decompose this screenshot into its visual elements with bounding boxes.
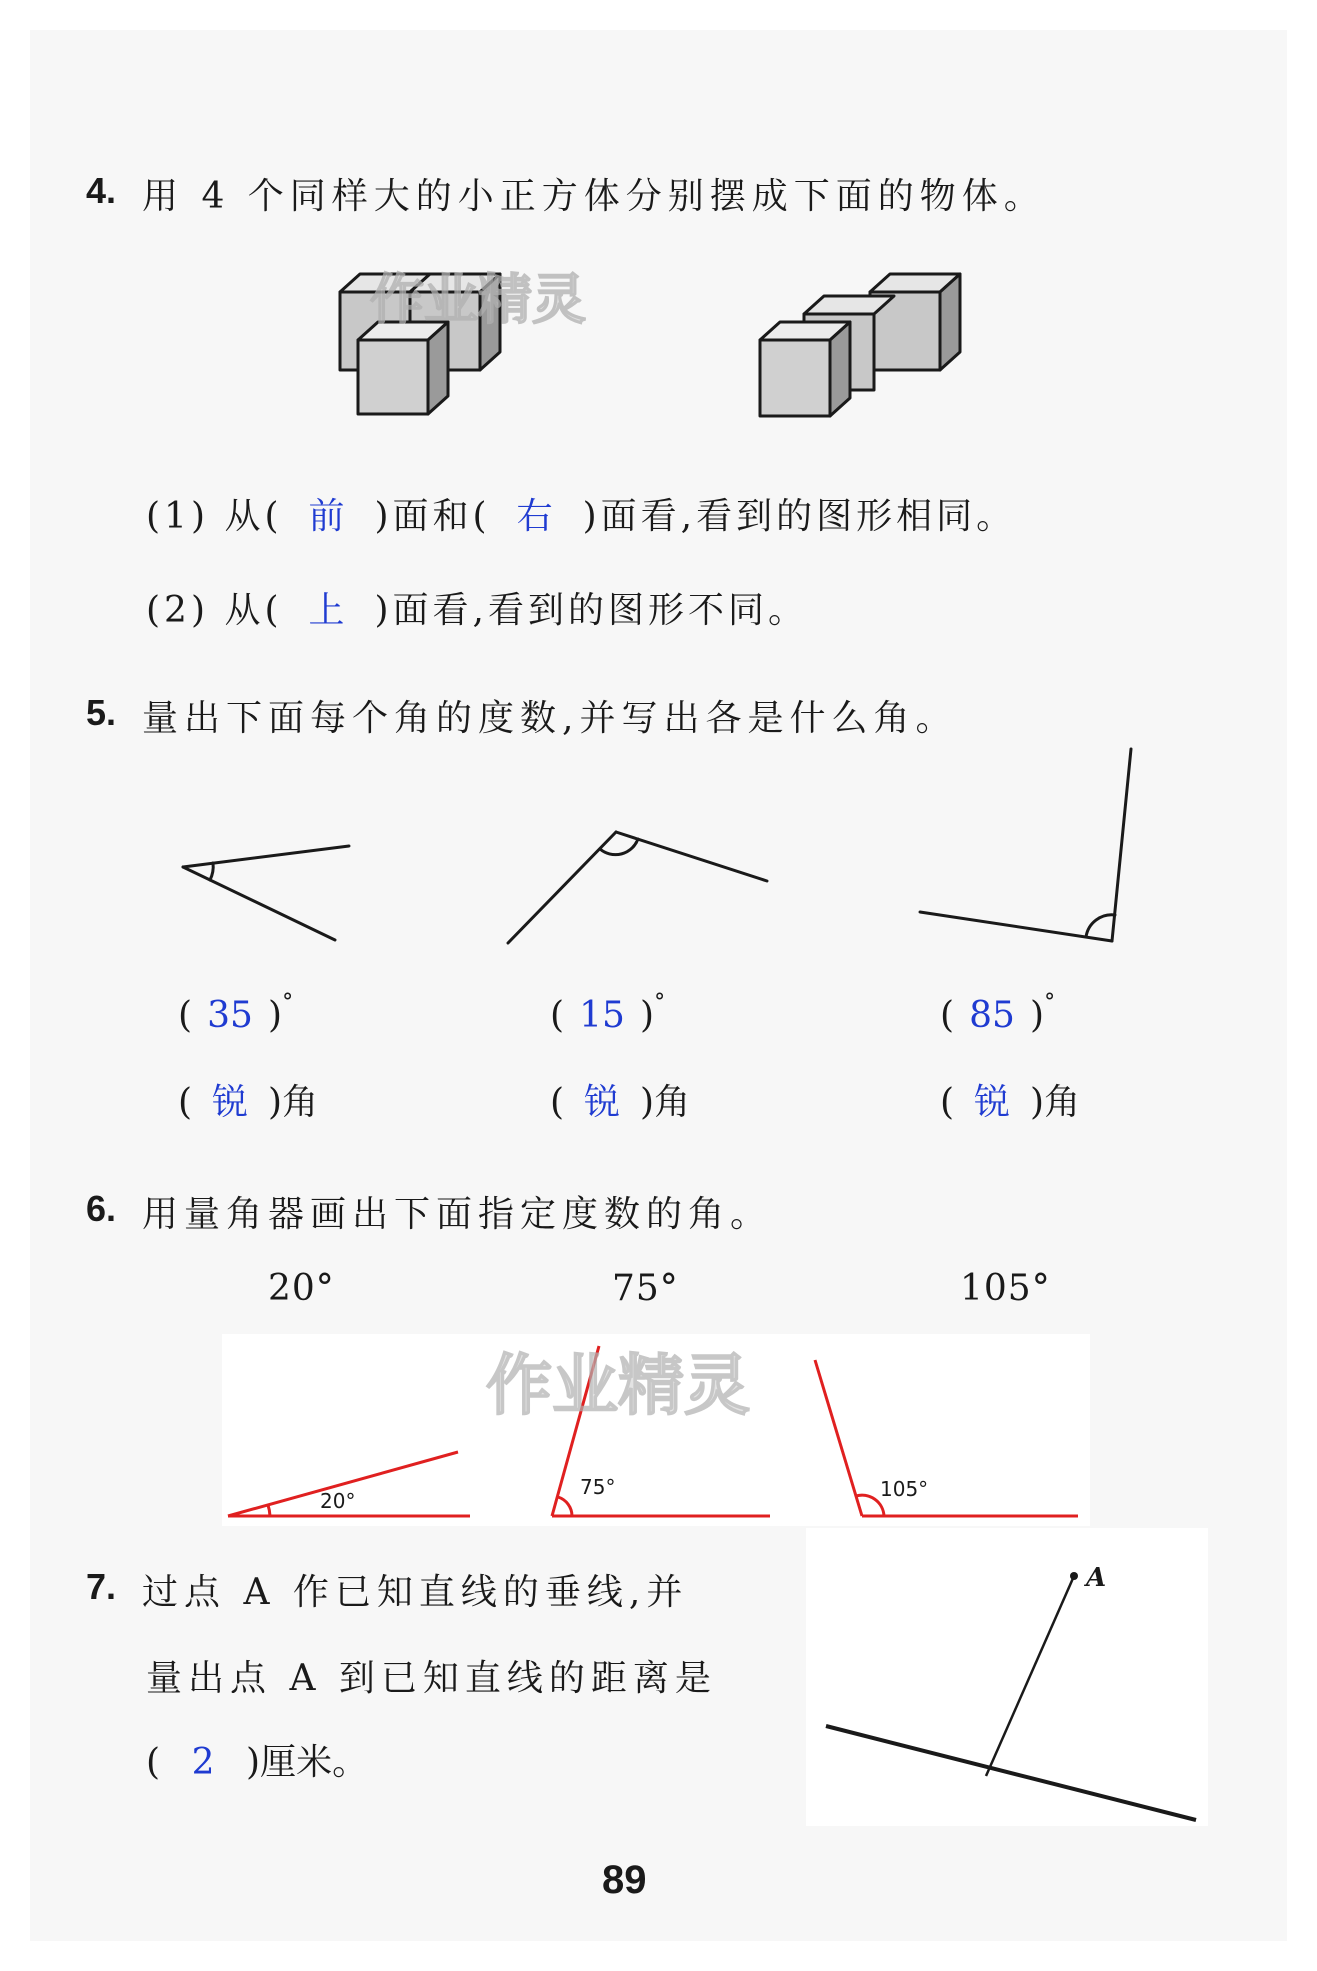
- close-paren: ): [1030, 995, 1045, 1036]
- open-paren: (: [940, 1082, 955, 1123]
- angle-1-type-answer[interactable]: 锐: [212, 1082, 249, 1123]
- q5-number: 5.: [86, 692, 117, 733]
- angle-3-degree-answer[interactable]: 85: [969, 995, 1015, 1036]
- q6-heading-75: 75°: [612, 1268, 679, 1309]
- angle-word: 角: [282, 1082, 319, 1123]
- q6-number: 6.: [86, 1188, 117, 1229]
- q4-part1-mid: )面和(: [374, 496, 491, 537]
- angle-2-type-answer[interactable]: 锐: [584, 1082, 621, 1123]
- angle-2-degree-answer[interactable]: 15: [579, 995, 625, 1036]
- q6-heading-105: 105°: [960, 1268, 1051, 1309]
- point-a-label: A: [1086, 1563, 1107, 1593]
- q7-answer-end: )厘米。: [246, 1742, 369, 1783]
- q4-text: 用 4 个同样大的小正方体分别摆成下面的物体。: [142, 176, 1046, 217]
- q6-heading-20: 20°: [268, 1268, 335, 1309]
- close-paren: ): [268, 1082, 283, 1123]
- q4-part2-end: )面看,看到的图形不同。: [374, 590, 808, 631]
- open-paren: (: [550, 995, 565, 1036]
- q6-text: 用量角器画出下面指定度数的角。: [142, 1194, 773, 1235]
- q4-number: 4.: [86, 170, 117, 211]
- open-paren: (: [178, 995, 193, 1036]
- q7-line2: 量出点 A 到已知直线的距离是: [146, 1658, 717, 1699]
- open-paren: (: [146, 1742, 161, 1783]
- degree-sign: °: [282, 990, 294, 1015]
- q4-part2-label: (2) 从(: [146, 590, 283, 631]
- q6-label-105: 105°: [880, 1477, 929, 1501]
- open-paren: (: [178, 1082, 193, 1123]
- q4-part1-answer-1[interactable]: 前: [308, 496, 349, 537]
- q4-part1-end: )面看,看到的图形相同。: [582, 496, 1017, 537]
- q6-label-20: 20°: [320, 1489, 356, 1513]
- close-paren: ): [640, 1082, 655, 1123]
- angle-1-degree-answer[interactable]: 35: [207, 995, 253, 1036]
- degree-sign: °: [654, 990, 666, 1015]
- open-paren: (: [940, 995, 955, 1036]
- q4-part1-label: (1) 从(: [146, 496, 283, 537]
- q5-text: 量出下面每个角的度数,并写出各是什么角。: [142, 698, 958, 739]
- page-number: 89: [602, 1858, 647, 1902]
- q7-line1: 过点 A 作已知直线的垂线,并: [142, 1572, 689, 1613]
- watermark-text-top: 作业精灵: [370, 268, 586, 331]
- angle-word: 角: [654, 1082, 691, 1123]
- q4-part1-answer-2[interactable]: 右: [516, 496, 557, 537]
- q4-part2-answer[interactable]: 上: [308, 590, 349, 631]
- angle-3-type-answer[interactable]: 锐: [974, 1082, 1011, 1123]
- open-paren: (: [550, 1082, 565, 1123]
- angle-word: 角: [1044, 1082, 1081, 1123]
- close-paren: ): [268, 995, 283, 1036]
- watermark-text-middle: 作业精灵: [486, 1347, 750, 1424]
- close-paren: ): [1030, 1082, 1045, 1123]
- q7-distance-answer[interactable]: 2: [191, 1742, 215, 1783]
- degree-sign: °: [1044, 990, 1056, 1015]
- q6-label-75: 75°: [580, 1475, 616, 1499]
- q7-number: 7.: [86, 1566, 117, 1607]
- close-paren: ): [640, 995, 655, 1036]
